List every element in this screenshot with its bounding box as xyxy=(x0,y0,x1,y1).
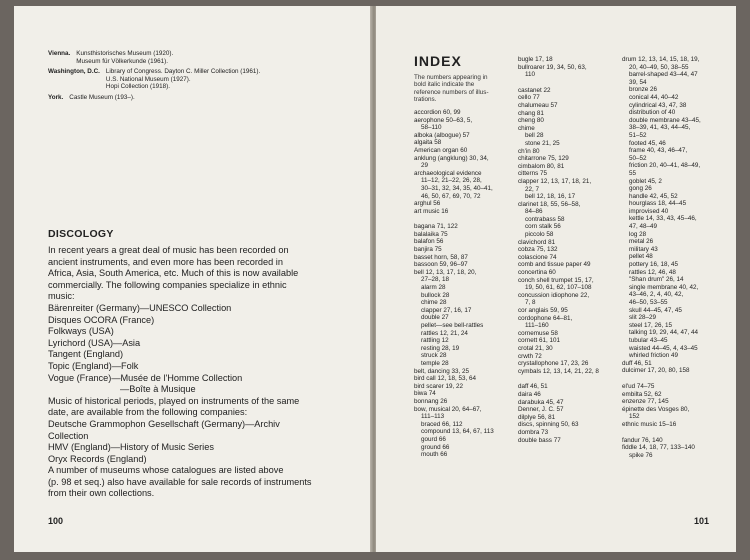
index-entry: épinette des Vosges 80, xyxy=(622,405,690,413)
index-entry: compound 13, 64, 67, 113 xyxy=(421,428,494,436)
index-entry: 50–52 xyxy=(629,154,647,162)
index-entry: clavichord 81 xyxy=(518,238,556,246)
discology-intro-line: ancient instruments, and even more has been recorded in xyxy=(48,256,283,267)
index-entry: clapper 12, 13, 17, 18, 21, xyxy=(518,177,592,185)
index-entry: bell 12, 13, 17, 18, 20, xyxy=(414,268,477,276)
historical-company: Deutsche Grammophon Gesellschaft (Germany)—Archiv xyxy=(48,418,280,429)
index-entry: cornemuse 58 xyxy=(518,329,558,337)
index-entry: Denner, J. C. 57 xyxy=(518,406,564,414)
index-entry: cimbalom 80, 81 xyxy=(518,162,565,170)
discology-intro-line: commercially. The following companies specialize in ethnic xyxy=(48,279,287,290)
index-entry: rattles 12, 21, 24 xyxy=(421,329,468,337)
index-entry: el'ud 74–75 xyxy=(622,382,655,390)
index-entry: 111–113 xyxy=(421,413,445,421)
index-intro-line: reference numbers of illus- xyxy=(414,88,489,96)
index-entry: cor anglais 59, 95 xyxy=(518,307,568,314)
discology-closing-line: A number of museums whose catalogues are listed above xyxy=(48,465,284,476)
index-entry: spike 76 xyxy=(629,451,653,459)
index-entry: dilplye 56, 81 xyxy=(518,413,556,421)
index-entry: anklung (angklung) 30, 34, xyxy=(414,154,489,162)
index-entry: bell 12, 18, 16, 17 xyxy=(525,193,576,201)
index-entry: 27–28, 18 xyxy=(421,276,450,284)
historical-intro-line: Music of historical periods, played on instruments of the same xyxy=(48,395,300,406)
location-city: York. xyxy=(48,93,64,101)
index-entry: gourd 66 xyxy=(421,435,446,443)
index-gap xyxy=(518,79,626,87)
index-entry: 20, 40–49, 50, 38–55 xyxy=(629,63,689,71)
index-entry: concussion idiophone 22, xyxy=(518,291,590,299)
index-entry: enzenze 77, 145 xyxy=(622,398,669,406)
location-lines xyxy=(76,50,173,65)
index-entry: rattles 12, 46, 48 xyxy=(629,268,676,276)
index-entry: drum 12, 13, 14, 15, 18, 19, xyxy=(622,56,700,63)
index-entry: resting 28, 19 xyxy=(421,344,460,352)
index-intro-line: bold italic indicate the xyxy=(414,81,475,89)
index-entry: 51–52 xyxy=(629,131,647,139)
index-entry: daff 46, 51 xyxy=(518,383,548,391)
index-entry: barrel-shaped 43–44, 47 xyxy=(629,71,698,79)
index-entry: footed 45, 46 xyxy=(629,139,666,147)
index-intro-line: trations. xyxy=(414,96,437,104)
index-entry: bagana 71, 122 xyxy=(414,223,458,231)
index-entry: biwa 74 xyxy=(414,390,436,398)
index-entry: balafon 56 xyxy=(414,238,444,246)
index-entry: log 28 xyxy=(629,230,647,238)
location-line: U.S. National Museum (1927). xyxy=(105,75,191,83)
index-entry: bell 28 xyxy=(525,132,544,140)
index-entry: dombra 73 xyxy=(518,428,549,436)
index-entry: crystallophone 17, 23, 26 xyxy=(518,360,589,368)
index-entry: accordion 60, 99 xyxy=(414,108,461,116)
index-entry: cheng 80 xyxy=(518,117,544,125)
index-entry: 55 xyxy=(629,169,637,177)
index-entry: castanet 22 xyxy=(518,86,551,94)
index-entry: 43–46, 2, 4, 40, 42, xyxy=(629,291,684,299)
index-entry: bullroarer 19, 34, 50, 63, xyxy=(518,63,587,71)
index-entry: whirled friction 49 xyxy=(629,352,678,360)
record-company: Topic (England)—Folk xyxy=(48,360,139,371)
index-entry: alarm 28 xyxy=(421,284,446,292)
index-entry: double membrane 43–45, xyxy=(629,116,701,124)
index-entry: kettle 14, 33, 43, 45–46, xyxy=(629,215,697,223)
index-entry: algaita 58 xyxy=(414,139,442,147)
index-entry: 30–31, 32, 34, 35, 40–41, xyxy=(421,184,493,192)
index-entry: pellet—see bell-rattles xyxy=(421,322,484,329)
record-company: Bärenreiter (Germany)—UNESCO Collection xyxy=(48,302,232,313)
index-title: INDEX xyxy=(414,53,462,69)
index-entry: 29 xyxy=(421,162,429,170)
index-entry: duff 46, 51 xyxy=(622,359,652,367)
index-entry: conch shell trumpet 15, 17, xyxy=(518,276,594,284)
index-column-2 xyxy=(518,56,626,444)
record-company: Tangent (England) xyxy=(48,349,124,360)
index-entry: tubular 43–45 xyxy=(629,336,668,344)
discology-intro-line: Africa, Asia, South America, etc. Much of this is now available xyxy=(48,268,299,279)
index-entry: handle 42, 45, 52 xyxy=(629,192,678,200)
index-entry: "Shan drum" 26, 14 xyxy=(629,276,684,284)
index-entry: crotal 21, 30 xyxy=(518,344,553,352)
discology-intro-line: music: xyxy=(48,291,75,302)
index-entry: basset horn, 58, 87 xyxy=(414,253,468,261)
record-company: Disques OCORA (France) xyxy=(48,314,155,325)
index-entry: 11–12, 21–22, 26, 28, xyxy=(421,177,482,185)
index-entry: discs, spinning 50, 63 xyxy=(518,421,579,429)
index-entry: contrabass 58 xyxy=(525,215,565,223)
index-entry: 84–86 xyxy=(525,208,543,216)
index-entry: braced 66, 112 xyxy=(421,420,463,428)
index-entry: metal 26 xyxy=(629,238,654,246)
index-entry: 111–160 xyxy=(525,322,549,330)
historical-company: HMV (England)—History of Music Series xyxy=(48,442,214,453)
record-company: Lyrichord (USA)—Asia xyxy=(48,337,141,348)
location-line: Museum für Völkerkunde (1961). xyxy=(76,57,168,65)
index-entry: talking 19, 29, 44, 47, 44 xyxy=(629,329,698,337)
index-entry: chime 28 xyxy=(421,299,447,307)
location-row xyxy=(48,68,358,91)
record-company: Folkways (USA) xyxy=(48,326,114,337)
index-entry: colascione 74 xyxy=(518,253,557,261)
index-entry: mouth 66 xyxy=(421,451,448,459)
index-entry: struck 28 xyxy=(421,352,447,360)
location-city: Vienna. xyxy=(48,50,71,57)
index-entry: bow, musical 20, 64–67, xyxy=(414,405,482,413)
index-entry: clarinet 18, 55, 56–58, xyxy=(518,200,581,208)
discology-closing-line: (p. 98 et seq.) also have available for sale records of instruments xyxy=(48,476,312,487)
location-city: Washington, D.C. xyxy=(48,68,100,76)
discology-intro-line: In recent years a great deal of music has been recorded on xyxy=(48,245,289,255)
index-entry: piccolo 58 xyxy=(525,231,554,239)
index-entry: gong 26 xyxy=(629,185,652,193)
index-entry: single membrane 40, 42, xyxy=(629,283,699,291)
historical-intro-line: date, are available from the following companies: xyxy=(48,407,248,418)
index-entry: chime xyxy=(518,124,535,132)
index-entry: conical 44, 40–42 xyxy=(629,93,679,101)
index-entry: 152 xyxy=(629,413,640,421)
index-entry: steel 17, 26, 15 xyxy=(629,321,673,329)
record-company: —Boîte à Musique xyxy=(120,384,196,395)
index-entry: frame 40, 43, 46–47, xyxy=(629,147,688,155)
index-entry: bugle 17, 18 xyxy=(518,56,553,63)
index-entry: cello 77 xyxy=(518,94,540,102)
index-entry: cymbals 12, 13, 14, 21, 22, 8 xyxy=(518,367,599,375)
index-entry: archaeological evidence xyxy=(414,169,482,177)
index-entry: bullock 28 xyxy=(421,291,450,299)
record-company: Vogue (France)—Musée de l'Homme Collection xyxy=(48,372,243,383)
index-entry: American organ 60 xyxy=(414,146,468,154)
index-entry: belt, dancing 33, 25 xyxy=(414,367,469,375)
index-entry: ground 66 xyxy=(421,443,450,451)
index-intro xyxy=(414,74,522,104)
index-entry: rattling 12 xyxy=(421,337,449,345)
index-entry: aerophone 50–63, 5, xyxy=(414,116,473,124)
index-entry: 58–110 xyxy=(421,124,442,132)
page-number-right: 101 xyxy=(694,516,710,526)
index-entry: arghul 56 xyxy=(414,200,441,208)
index-entry: banjira 75 xyxy=(414,246,442,254)
index-entry: bassoon 59, 96–97 xyxy=(414,261,468,269)
index-entry: dulcimer 17, 20, 80, 158 xyxy=(622,367,690,375)
index-entry: 46–50, 53–55 xyxy=(629,299,668,306)
location-row xyxy=(48,50,358,65)
index-entry: chitarrone 75, 129 xyxy=(518,155,569,163)
index-entry: 47, 48–49 xyxy=(629,223,658,231)
left-page xyxy=(14,6,372,552)
index-entry: double 27 xyxy=(421,314,449,322)
index-entry: citterns 75 xyxy=(518,170,548,178)
index-entry: fandur 76, 140 xyxy=(622,436,663,444)
location-lines xyxy=(106,68,260,91)
index-entry: skull 44–45, 47, 45 xyxy=(629,306,682,314)
location-line: Library of Congress. Dayton C. Miller Collection (1961). xyxy=(105,68,261,76)
location-lines xyxy=(69,94,134,102)
index-entry: bronze 26 xyxy=(629,86,658,94)
index-entry: hourglass 18, 44–45 xyxy=(629,200,687,208)
discology-heading: DISCOLOGY xyxy=(48,228,114,240)
museum-locations xyxy=(48,50,358,105)
discology-section xyxy=(48,228,348,500)
location-row xyxy=(48,94,358,102)
right-page xyxy=(376,6,736,552)
index-gap xyxy=(518,375,626,383)
index-entry: friction 20, 40–41, 48–49, xyxy=(629,162,701,170)
index-entry: cobza 75, 132 xyxy=(518,246,558,254)
index-entry: distribution of 40 xyxy=(629,109,676,117)
index-entry: bird call 12, 18, 53, 64 xyxy=(414,375,476,383)
index-entry: chalumeau 57 xyxy=(518,101,558,109)
index-entry: alboka (albogue) 57 xyxy=(414,131,470,139)
index-entry: bonnang 26 xyxy=(414,397,448,405)
index-entry: art music 16 xyxy=(414,207,449,215)
index-entry: daira 46 xyxy=(518,390,541,398)
index-entry: 110 xyxy=(525,71,536,79)
index-entry: pottery 16, 18, 45 xyxy=(629,261,679,269)
index-entry: goblet 45, 2 xyxy=(629,177,662,185)
index-entry: cornett 61, 101 xyxy=(518,337,561,345)
index-entry: concertina 60 xyxy=(518,269,556,277)
index-entry: ethnic music 15–16 xyxy=(622,420,677,428)
index-entry: 39, 54 xyxy=(629,78,647,86)
index-column-3 xyxy=(622,56,730,459)
historical-company: Collection xyxy=(48,430,89,441)
index-entry: 46, 50, 67, 69, 70, 72 xyxy=(421,192,481,200)
index-entry: bird scarer 19, 22 xyxy=(414,382,464,390)
index-entry: improvised 40 xyxy=(629,207,669,215)
index-entry: 38–39, 41, 43, 44–45, xyxy=(629,124,691,132)
index-entry: temple 28 xyxy=(421,359,449,367)
index-entry: corn stalk 56 xyxy=(525,223,561,231)
index-gap xyxy=(622,375,730,383)
index-entry: 7, 8 xyxy=(525,299,536,307)
index-entry: cordophone 64–81, xyxy=(518,314,573,322)
index-entry: waisted 44–45, 4, 43–45 xyxy=(629,344,698,352)
index-entry: fiddle 14, 18, 77, 133–140 xyxy=(622,444,695,452)
index-entry: stone 21, 25 xyxy=(525,139,560,147)
index-entry: balalaika 75 xyxy=(414,230,448,238)
index-entry: slit 28–29 xyxy=(629,314,656,322)
index-gap xyxy=(622,429,730,437)
index-entry: crwth 72 xyxy=(518,352,542,360)
discology-closing-line: from their own collections. xyxy=(48,488,155,499)
index-entry: 19, 50, 61, 62, 107–108 xyxy=(525,284,592,292)
index-intro-line: The numbers appearing in xyxy=(414,73,488,81)
index-entry: military 43 xyxy=(629,245,658,253)
index-entry: 22, 7 xyxy=(525,185,540,193)
index-entry: embilta 52, 62 xyxy=(622,390,662,398)
index-entry: pellet 48 xyxy=(629,253,653,261)
page-number-left: 100 xyxy=(48,516,64,526)
index-gap xyxy=(414,215,522,223)
location-line: Kunsthistorisches Museum (1920). xyxy=(76,50,174,57)
index-entry: double bass 77 xyxy=(518,436,561,444)
discology-body xyxy=(48,245,348,500)
location-line: Hopi Collection (1918). xyxy=(105,83,170,91)
location-line: Castle Museum (193–). xyxy=(69,93,135,101)
index-entry: chang 81 xyxy=(518,109,544,117)
index-column-1 xyxy=(414,50,522,459)
historical-company: Oryx Records (England) xyxy=(48,453,147,464)
index-entry: clapper 27, 16, 17 xyxy=(421,306,472,314)
index-entry: ch'in 80 xyxy=(518,147,540,155)
index-entry: cylindrical 43, 47, 38 xyxy=(629,101,687,109)
index-entry: darabuka 45, 47 xyxy=(518,398,564,406)
index-entry: comb and tissue paper 49 xyxy=(518,261,591,269)
